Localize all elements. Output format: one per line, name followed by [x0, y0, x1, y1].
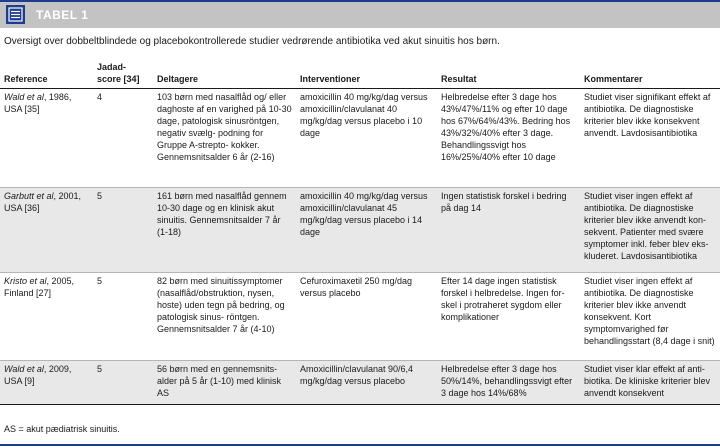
reference-cell: [0, 360, 93, 404]
column-header-jadad: Jadad-score [34]: [97, 61, 140, 84]
column-header-kommentarer: Kommentarer: [584, 73, 643, 84]
resultat-cell: Helbredelse efter 3 dage hos 43%/47%/11% og efter 10 dage hos 67%/64%/43%. Bedring hos 43%/32%/40% efter 3 dage. Behandlingssvigt hos 16%/25%/40% efter 10 dage: [441, 91, 571, 162]
column-header-reference: Reference: [4, 73, 48, 84]
deltagere-cell: 161 børn med nasalflåd gennem 10-30 dage og en klinisk akut sinuitis. Gennemsnitsalder 7 år (1-18): [153, 187, 296, 272]
reference-author: Wald et al: [4, 91, 44, 102]
reference-author: Kristo et al: [4, 275, 47, 286]
table-row: [0, 88, 720, 187]
reference-author: Wald et al: [4, 363, 44, 374]
deltagere-cell: 56 børn med en gennemsnits- alder på 5 år (1-10) med klinisk AS: [153, 360, 296, 404]
table-header-bar: [0, 0, 720, 28]
bottom-divider: [0, 444, 720, 446]
table-title: TABEL 1: [36, 8, 89, 22]
column-header-resultat: Resultat: [441, 73, 477, 84]
kommentarer-cell: Studiet viser ingen effekt af antibiotika. De diagnostiske kriterier blev ikke anvendt kon- sekvent. Patienter med svære symptomer inkl. feber blev eks- kluderet. Lavdosisantibiotika: [580, 187, 720, 272]
reference-cell: [0, 272, 93, 360]
reference-detail: , 2009, USA [9]: [4, 363, 72, 386]
jadad-cell: 4: [97, 91, 103, 102]
interventioner-cell: amoxicillin 40 mg/kg/dag versus amoxicillin/clavulanat 40 mg/kg/dag versus placebo i 10 dage: [300, 91, 428, 138]
reference-author: Garbutt et al: [4, 190, 54, 201]
interventioner-cell: Cefuroximaxetil 250 mg/dag versus placebo: [300, 275, 413, 298]
reference-detail: , 2005, Finland [27]: [4, 275, 75, 298]
reference-detail: , 2001, USA [36]: [4, 190, 82, 213]
table-header-row: [0, 58, 720, 88]
interventioner-cell: Amoxicillin/clavulanat 90/6,4 mg/kg/dag versus placebo: [296, 360, 437, 404]
deltagere-cell: 103 børn med nasalflåd og/ eller daghoste af en varighed på 10-30 dage, patologisk sinusröntgen, negativ svælg- podning for Gruppe A-strepto- kokker. Gennemsnitsalder 6 år (2-16): [157, 91, 292, 162]
resultat-cell: Ingen statistisk forskel i bedring på dag 14: [437, 187, 580, 272]
jadad-cell: 5: [93, 187, 153, 272]
kommentarer-cell: Studiet viser signifikant effekt af antibiotika. De diagnostiske kriterier blev ikke konsekvent anvendt. Lavdosisantibiotika: [584, 91, 711, 138]
studies-table: [0, 58, 720, 405]
table-caption: Oversigt over dobbeltblindede og placebokontrollerede studier vedrørende antibiotika ved akut sinuitis hos børn.: [4, 36, 500, 47]
column-header-interventioner: Interventioner: [300, 73, 361, 84]
table-row: [0, 187, 720, 272]
jadad-cell: 5: [93, 360, 153, 404]
table-footnote: AS = akut pædiatrisk sinuitis.: [4, 424, 120, 434]
kommentarer-cell: Studiet viser ingen effekt af antibiotika. De diagnostiske kriterier blev ikke anvendt konsekvent. Kort symptomvarighed før behandlingsstart (8,4 dage i snit): [584, 275, 715, 346]
reference-detail: , 1986, USA [35]: [4, 91, 72, 114]
resultat-cell: Efter 14 dage ingen statistisk forskel i helbredelse. Ingen for- skel i protraheret sygdom eller komplikationer: [441, 275, 565, 322]
table-row: [0, 360, 720, 404]
interventioner-cell: amoxicillin 40 mg/kg/dag versus amoxicillin/clavulanat 45 mg/kg/dag versus placebo i 14 dage: [296, 187, 437, 272]
kommentarer-cell: Studiet viser klar effekt af anti- biotika. De kliniske kriterier blev anvendt konsekvent: [580, 360, 720, 404]
table-row: [0, 272, 720, 360]
reference-cell: [0, 187, 93, 272]
resultat-cell: Helbredelse efter 3 dage hos 50%/14%, behandlingssvigt efter 3 dage hos 14%/68%: [437, 360, 580, 404]
column-header-deltagere: Deltagere: [157, 73, 199, 84]
list-icon[interactable]: [6, 5, 25, 24]
jadad-cell: 5: [97, 275, 103, 286]
reference-cell: [0, 88, 93, 187]
deltagere-cell: 82 børn med sinuitissymptomer (nasalflåd/obstruktion, nysen, hoste) uden tegn på bedring, og patologisk sinus- röntgen. Gennemsnitsalder 7 år (4-10): [157, 275, 285, 334]
